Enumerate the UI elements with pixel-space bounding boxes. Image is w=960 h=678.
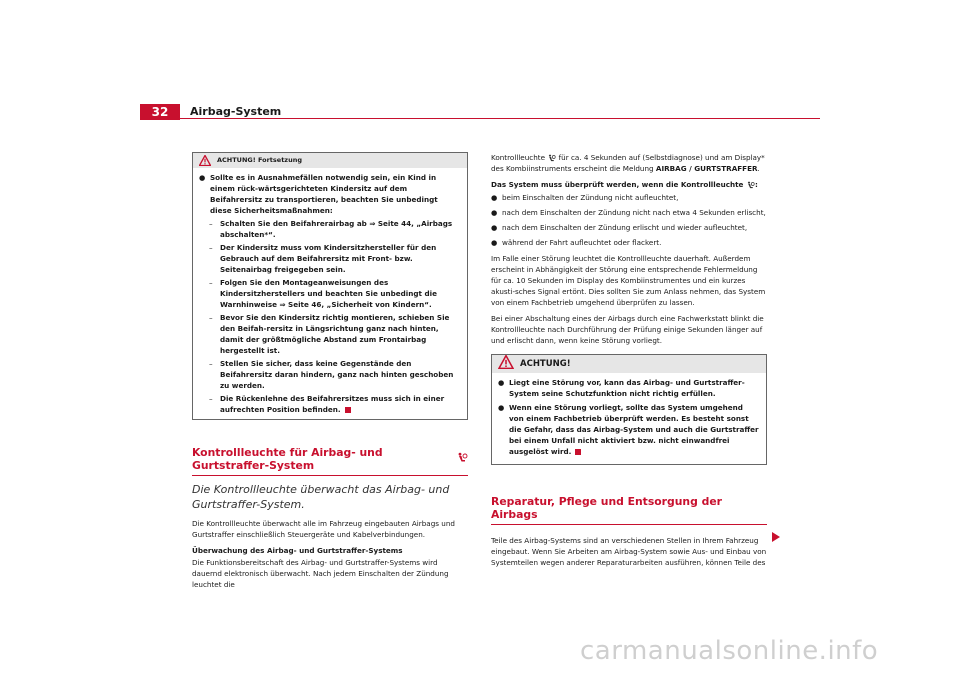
warning-triangle-icon xyxy=(199,155,211,166)
running-header-title: Airbag-System xyxy=(190,105,282,118)
warning-box-body xyxy=(193,168,467,415)
bullet-icon: ● xyxy=(491,223,498,232)
section-lead: Die Kontrollleuchte überwacht das Airbag- und Gurtstraffer-System. xyxy=(192,483,450,511)
end-mark-icon xyxy=(345,407,351,413)
paragraph: Teile des Airbag-Systems sind an verschiedenen Stellen in Ihrem Fahrzeug eingebaut. Wenn Sie Arbeiten am Airbag-System sowie Aus- und Einbau von Systemteilen wegen anderer Reparaturarbeiten ausführen, können Teile des xyxy=(491,536,767,567)
achtung-body xyxy=(492,373,766,464)
bullet-icon: ● xyxy=(491,208,498,217)
right-column xyxy=(491,152,767,573)
dash-icon: – xyxy=(209,219,213,228)
bullet-icon: ● xyxy=(199,173,206,182)
bullet-icon: ● xyxy=(491,238,498,247)
list-item: – Folgen Sie den Montageanweisungen des Kindersitzherstellers und beachten Sie unbedingt die Warnhinweise ⇒ Seite 46, „Sicherheit von Kindern“. xyxy=(209,278,437,309)
paragraph: Im Falle einer Störung leuchtet die Kontrollleuchte dauerhaft. Außerdem erscheint in Abhängigkeit der Störung eine entsprechende Fehlermeldung für ca. 10 Sekunden im Display des Kombiinstrumentes und ein kurzes akusti-sches Signal ertönt. Dies sollten Sie zum Anlass nehmen, das System von einem Fachbetrieb umgehend überprüfen zu lassen. xyxy=(491,254,766,307)
list-item: ● Liegt eine Störung vor, kann das Airbag- und Gurtstraffer-System seine Schutzfunktion nicht richtig erfüllen. xyxy=(498,378,745,398)
sub-heading: Überwachung des Airbag- und Gurtstraffer-Systems xyxy=(192,546,403,555)
list-item: – Die Rückenlehne des Beifahrersitzes muss sich in einer aufrechten Position befinden. xyxy=(209,394,445,414)
paragraph: Bei einer Abschaltung eines der Airbags durch eine Fachwerkstatt blinkt die Kontrollleuchte nach Durchführung der Prüfung einige Sekunden länger auf und erlischt dann, wenn keine Störung vorliegt. xyxy=(491,314,764,345)
list-item: ● nach dem Einschalten der Zündung erlischt und wieder aufleuchtet, xyxy=(491,223,748,232)
list-item: ● Wenn eine Störung vorliegt, sollte das System umgehend von einem Fachbetrieb überprüft werden. Es besteht sonst die Gefahr, dass das Airbag-System und auch die Gurtstraffer bei einem Unfall nicht aktiviert bzw. nicht einwandfrei ausgelöst wird. xyxy=(498,403,759,456)
dash-icon: – xyxy=(209,394,213,403)
bullet-icon: ● xyxy=(498,403,505,412)
dash-icon: – xyxy=(209,243,213,252)
list-item: ● während der Fahrt aufleuchtet oder flackert. xyxy=(491,238,662,247)
paragraph: Kontrollleuchte für ca. 4 Sekunden auf (Selbstdiagnose) und am Display* des Kombiinstruments erscheint die Meldung AIRBAG / GURTSTRAFFER. xyxy=(491,153,765,173)
list-item: – Schalten Sie den Beifahrerairbag ab ⇒ Seite 44, „Airbags abschalten*“. xyxy=(209,219,453,239)
list-item: ● beim Einschalten der Zündung nicht aufleuchtet, xyxy=(491,193,679,202)
section-title-reparatur: Reparatur, Pflege und Entsorgung der Airbags xyxy=(491,495,767,525)
check-list xyxy=(491,192,767,248)
left-column xyxy=(192,152,468,595)
list-item: ● Sollte es in Ausnahmefällen notwendig sein, ein Kind in einem rück-wärtsgerichteten Kindersitz auf dem Beifahrersitz zu transportieren, beachten Sie unbedingt diese Sicherheitsmaßnahmen: xyxy=(199,173,438,215)
list-item: – Bevor Sie den Kindersitz richtig montieren, schieben Sie den Beifah-rersitz in Längsrichtung ganz nach hinten, damit der größtmögliche Abstand zum Frontairbag hergestellt ist. xyxy=(209,313,450,355)
paragraph: Die Kontrollleuchte überwacht alle im Fahrzeug eingebauten Airbags und Gurtstraffer einschließlich Steuergeräte und Kabelverbindungen. xyxy=(192,519,455,539)
airbag-lamp-icon xyxy=(456,452,468,467)
end-mark-icon xyxy=(575,449,581,455)
bullet-icon: ● xyxy=(498,378,505,387)
dash-icon: – xyxy=(209,313,213,322)
page-number: 32 xyxy=(140,104,180,120)
sub-heading: Das System muss überprüft werden, wenn die Kontrollleuchte : xyxy=(491,180,758,189)
list-item: – Der Kindersitz muss vom Kindersitzhersteller für den Gebrauch auf dem Beifahrersitz mit Front- bzw. Seitenairbag freigegeben sein. xyxy=(209,243,437,274)
airbag-lamp-icon xyxy=(547,153,556,162)
achtung-box xyxy=(491,354,767,465)
header-rule xyxy=(180,118,820,119)
list-item: ● nach dem Einschalten der Zündung nicht nach etwa 4 Sekunden erlischt, xyxy=(491,208,766,217)
list-item: – Stellen Sie sicher, dass keine Gegenstände den Beifahrersitz daran hindern, ganz nach hinten geschoben zu werden. xyxy=(209,359,454,390)
warning-triangle-icon xyxy=(498,355,514,373)
warning-box-header xyxy=(193,153,467,168)
paragraph: Die Funktionsbereitschaft des Airbag- und Gurtstraffer-Systems wird dauernd elektronisch überwacht. Nach jedem Einschalten der Zündung leuchtet die xyxy=(192,558,449,589)
achtung-box-header xyxy=(492,355,766,373)
achtung-title: ACHTUNG! xyxy=(520,358,571,369)
continue-arrow-icon xyxy=(772,527,780,546)
dash-icon: – xyxy=(209,359,213,368)
airbag-lamp-icon xyxy=(746,180,755,189)
watermark: carmanualsonline.info xyxy=(580,636,879,666)
warning-box-continued xyxy=(192,152,468,420)
warning-box-title: ACHTUNG! Fortsetzung xyxy=(217,156,302,164)
bullet-icon: ● xyxy=(491,193,498,202)
section-title-kontrollleuchte: Kontrollleuchte für Airbag- und Gurtstraffer-System xyxy=(192,446,468,476)
dash-icon: – xyxy=(209,278,213,287)
